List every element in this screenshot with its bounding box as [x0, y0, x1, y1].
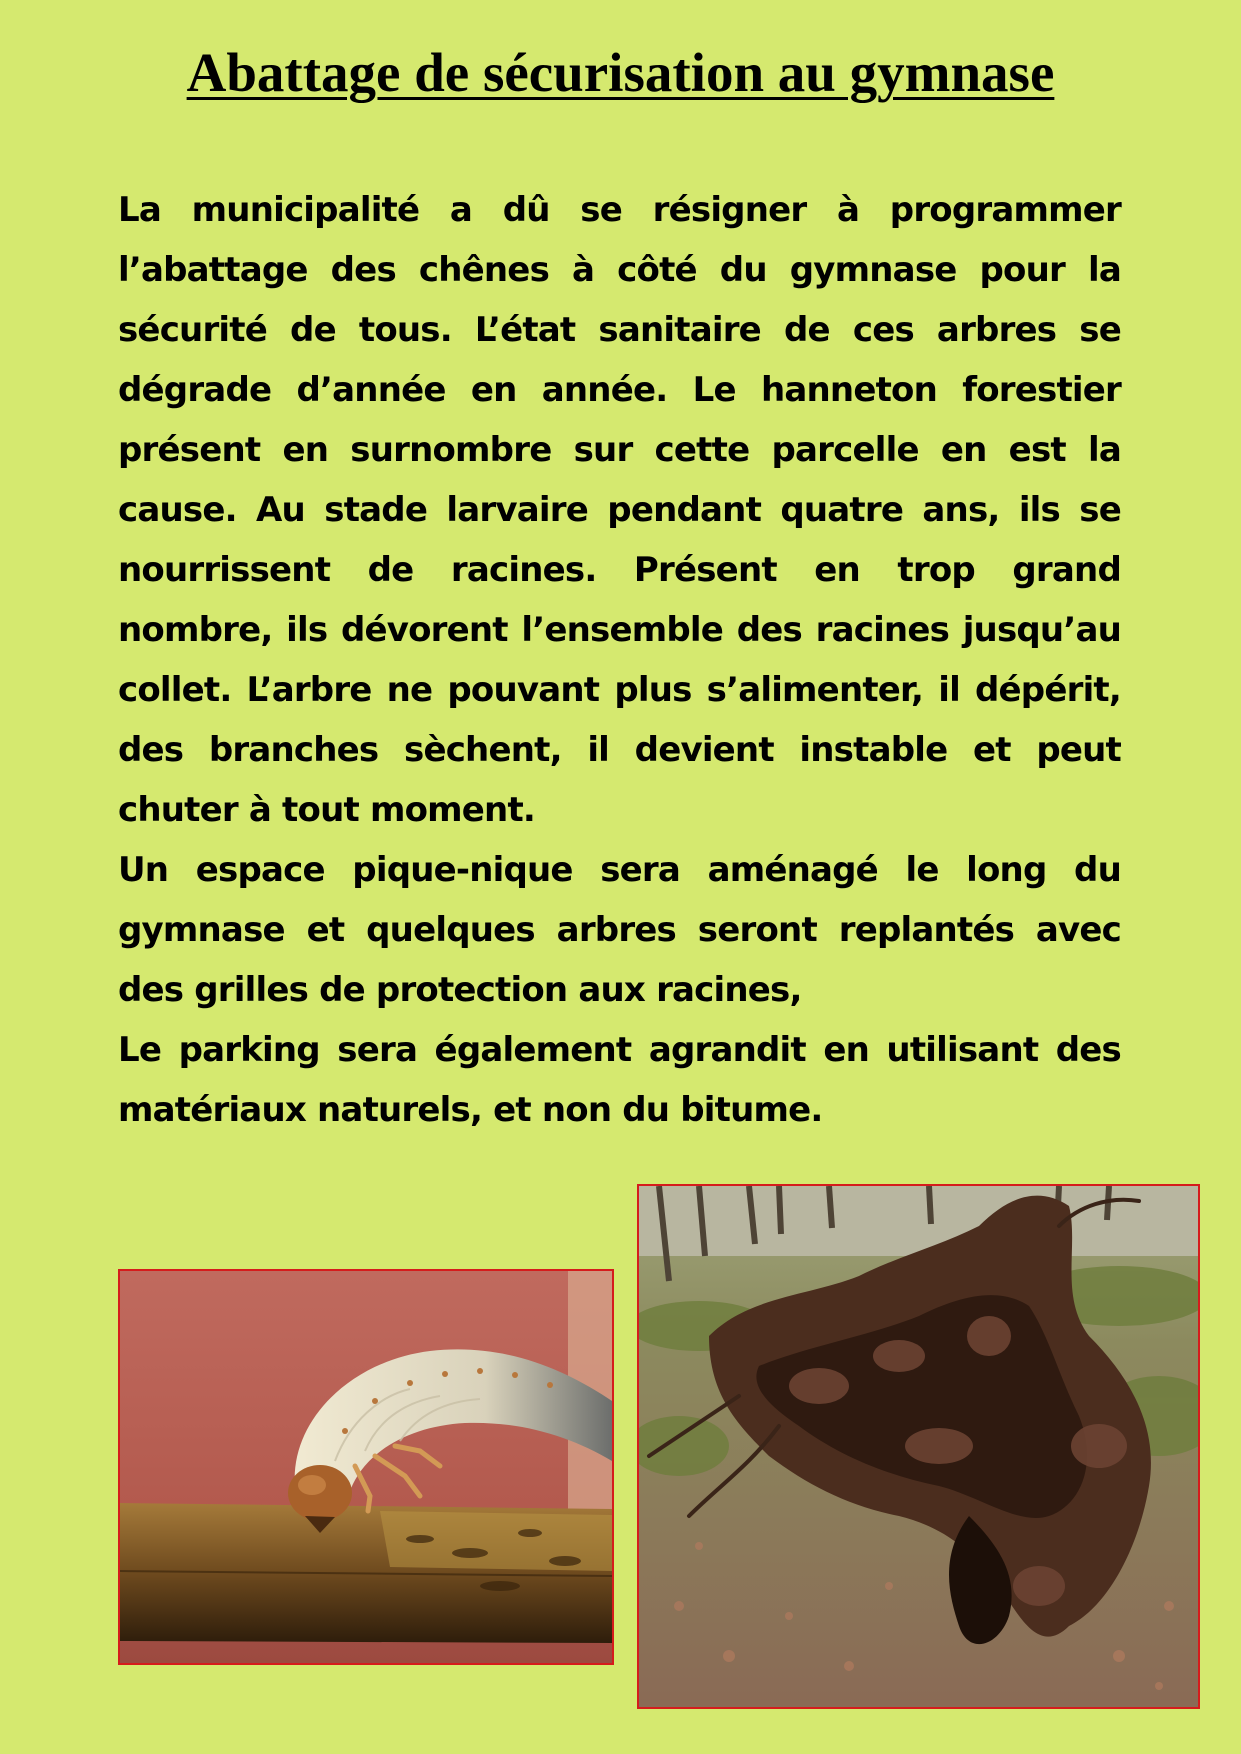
- article-body: [118, 180, 1121, 1140]
- article-paragraph-1: La municipalité a dû se résigner à programmer l’abattage des chênes à côté du gymnase pour la sécurité de tous. L’état sanitaire de ces arbres se dégrade d’année en année. Le hanneton forestier présent en surnombre sur cette parcelle en est la cause. Au stade larvaire pendant quatre ans, ils se nourrissent de racines. Présent en trop grand nombre, ils dévorent l’ensemble des racines jusqu’au collet. L’arbre ne pouvant plus s’alimenter, il dépérit, des branches sèchent, il devient instable et peut chuter à tout moment.: [118, 190, 1121, 830]
- page-title: Abattage de sécurisation au gymnase: [186, 42, 1055, 103]
- article-paragraph-3: Le parking sera également agrandit en utilisant des matériaux naturels, et non du bitume.: [118, 1030, 1121, 1130]
- article-paragraph-2: Un espace pique-nique sera aménagé le long du gymnase et quelques arbres seront replantés avec des grilles de protection aux racines,: [118, 850, 1121, 1010]
- larva-illustration: [120, 1271, 612, 1663]
- uprooted-stump-photo: [637, 1184, 1200, 1709]
- uprooted-stump-illustration: [639, 1186, 1198, 1707]
- larva-photo: [118, 1269, 614, 1665]
